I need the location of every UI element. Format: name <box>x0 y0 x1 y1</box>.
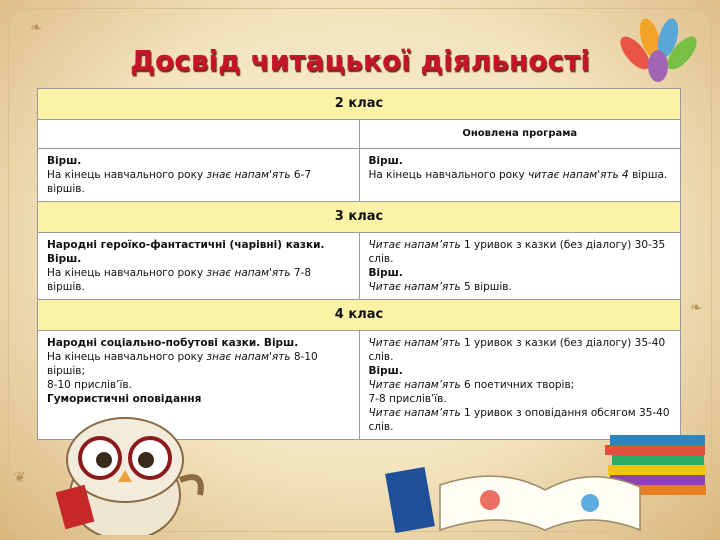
page-title: Досвід читацької діяльності <box>130 44 590 77</box>
grade-3-row <box>38 233 681 300</box>
program-subheader-row <box>38 120 681 149</box>
cell-italic: знає напам'ять <box>206 267 291 279</box>
cell-text: 1 уривок з казки (без діалогу) 35-40 слів. <box>368 337 666 363</box>
grade-2-old-cell <box>38 149 360 202</box>
cell-bold: Народні героїко-фантастичні (чарівні) казки. Вірш. <box>47 239 325 265</box>
cell-bold: Народні соціально-побутові казки. Вірш. <box>47 337 299 349</box>
cell-text: вірша. <box>628 169 668 181</box>
cell-italic: знає напам'ять <box>206 169 291 181</box>
books-icon <box>380 415 710 535</box>
cell-italic: Читає напам’ять <box>368 407 461 419</box>
grade-2-row <box>38 149 681 202</box>
grade-2-header-row <box>38 89 681 120</box>
updated-program-label: Оновлена програма <box>359 120 681 149</box>
cell-text: 1 уривок з оповідання обсягом 35-40 слів. <box>368 407 670 433</box>
grade-2-heading: 2 клас <box>38 89 681 120</box>
cell-italic: Читає напам’ять <box>368 281 461 293</box>
cell-text: 1 уривок з казки (без діалогу) 30-35 слів. <box>368 239 666 265</box>
cell-bold: Вірш. <box>368 365 403 377</box>
grade-3-heading: 3 клас <box>38 202 681 233</box>
cell-text: 8-10 прислів’їв. <box>47 379 132 391</box>
cell-bold: Вірш. <box>368 155 403 167</box>
owl-icon <box>40 400 210 535</box>
cell-text: На кінець навчального року <box>47 351 207 363</box>
grade-3-old-cell <box>38 233 360 300</box>
old-program-label <box>38 120 360 149</box>
cell-bold: Вірш. <box>47 155 82 167</box>
cell-bold: Вірш. <box>368 267 403 279</box>
cell-bold: Гумористичні оповідання <box>47 393 202 405</box>
grade-3-new-cell <box>359 233 681 300</box>
autumn-leaf-icon: ❧ <box>690 300 702 316</box>
grade-4-header-row <box>38 300 681 331</box>
cell-italic: Читає напам’ять <box>368 379 461 391</box>
cell-text: 6 поетичних творів; <box>460 379 575 391</box>
cell-text: 7-8 прислів’їв. <box>368 393 447 405</box>
cell-italic: читає напам'ять 4 <box>528 169 629 181</box>
cell-text: 6-7 віршів. <box>47 169 312 195</box>
cell-italic: знає напам'ять <box>206 351 291 363</box>
autumn-leaf-icon: ❧ <box>30 20 42 36</box>
cell-text: На кінець навчального року <box>47 169 207 181</box>
cell-italic: Читає напам’ять <box>368 337 461 349</box>
cell-text: 5 віршів. <box>460 281 512 293</box>
grade-4-heading: 4 клас <box>38 300 681 331</box>
reading-experience-table <box>37 88 681 440</box>
cell-text: На кінець навчального року <box>368 169 528 181</box>
cell-text: 8-10 віршів; <box>47 351 318 377</box>
cell-italic: Читає напам’ять <box>368 239 461 251</box>
cell-text: На кінець навчального року <box>47 267 207 279</box>
grade-3-header-row <box>38 202 681 233</box>
cell-text: 7-8 віршів. <box>47 267 312 293</box>
autumn-leaf-icon: ❦ <box>14 470 26 486</box>
grade-2-new-cell <box>359 149 681 202</box>
